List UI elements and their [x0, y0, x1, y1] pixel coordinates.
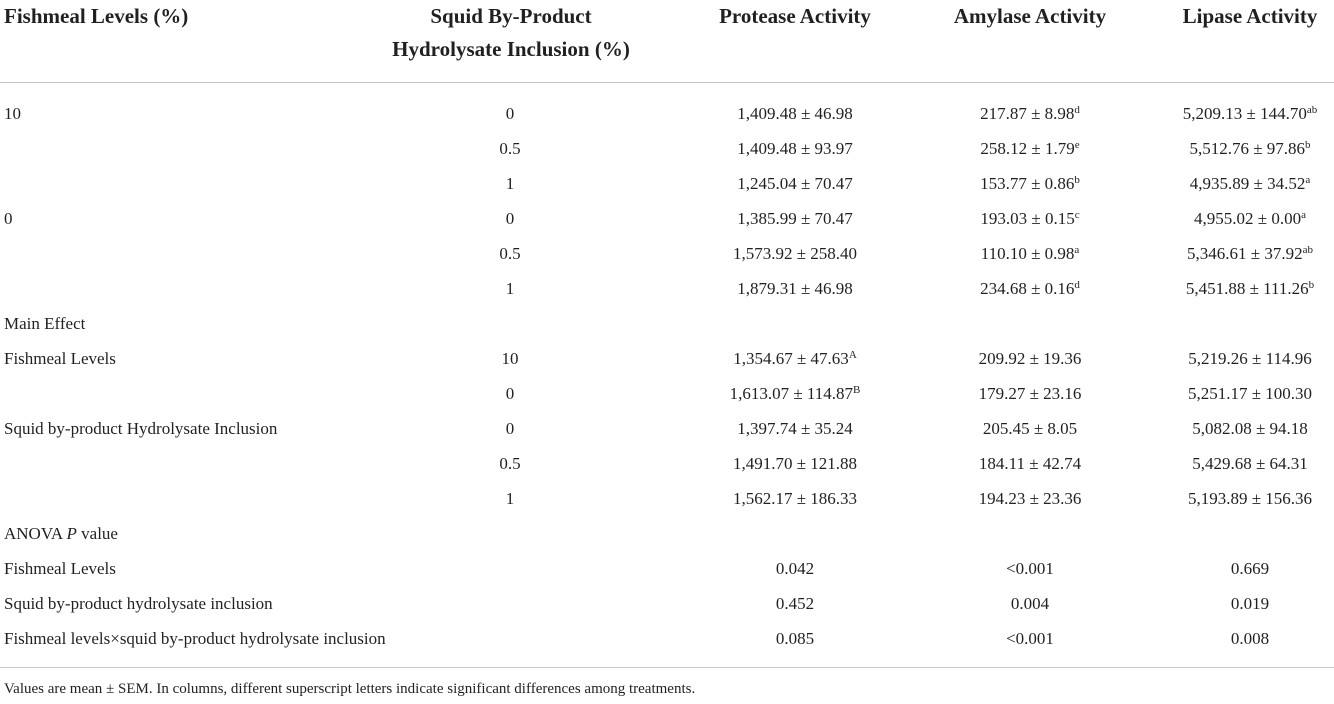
- amylase-value-text: 153.77 ± 0.86: [980, 174, 1075, 193]
- inclusion-level: [470, 481, 550, 516]
- row-label: [4, 201, 13, 236]
- protease-value: [695, 236, 895, 271]
- lipase-value: [1152, 166, 1334, 201]
- amylase-superscript: e: [1074, 139, 1080, 151]
- amylase-value: [930, 376, 1130, 411]
- inclusion-level-text: 10: [501, 349, 519, 368]
- inclusion-level: [470, 411, 550, 446]
- lipase-superscript: ab: [1306, 104, 1318, 116]
- row-label-text: Fishmeal Levels: [4, 559, 116, 578]
- amylase-value-text: <0.001: [1006, 629, 1054, 648]
- inclusion-level-text: 0: [505, 384, 515, 403]
- table-row: [0, 481, 1334, 516]
- lipase-value: [1152, 586, 1334, 621]
- lipase-value-text: 5,209.13 ± 144.70: [1182, 104, 1307, 123]
- table-row: [0, 166, 1334, 201]
- amylase-value: [930, 586, 1130, 621]
- amylase-value: [930, 411, 1130, 446]
- table-row: [0, 586, 1334, 621]
- lipase-value: [1152, 96, 1334, 131]
- inclusion-level: [470, 236, 550, 271]
- inclusion-level-text: 0.5: [499, 454, 521, 473]
- protease-superscript: B: [853, 384, 861, 396]
- row-label-text: Fishmeal levels×squid by-product hydrolysate inclusion: [4, 629, 386, 648]
- lipase-value-text: 5,251.17 ± 100.30: [1187, 384, 1313, 403]
- protease-value: [695, 411, 895, 446]
- table-row: [0, 446, 1334, 481]
- amylase-value-text: 205.45 ± 8.05: [982, 419, 1078, 438]
- lipase-value-text: 5,451.88 ± 111.26: [1185, 279, 1309, 298]
- amylase-value-text: 184.11 ± 42.74: [978, 454, 1082, 473]
- inclusion-level: [470, 341, 550, 376]
- protease-value-text: 1,409.48 ± 93.97: [737, 139, 853, 158]
- protease-value: [695, 586, 895, 621]
- inclusion-level-text: 1: [505, 489, 515, 508]
- lipase-value: [1152, 481, 1334, 516]
- table-row: [0, 621, 1334, 656]
- amylase-superscript: a: [1074, 244, 1080, 256]
- amylase-superscript: b: [1074, 174, 1080, 186]
- amylase-value-text: 217.87 ± 8.98: [980, 104, 1075, 123]
- inclusion-level-text: 0: [505, 209, 515, 228]
- protease-value-text: 0.042: [775, 559, 815, 578]
- lipase-value: [1152, 236, 1334, 271]
- header-squid-inclusion-line2: Hydrolysate Inclusion (%): [392, 37, 630, 61]
- protease-value-text: 1,879.31 ± 46.98: [737, 279, 853, 298]
- protease-superscript: A: [848, 349, 857, 361]
- lipase-value-text: 5,219.26 ± 114.96: [1188, 349, 1312, 368]
- protease-value-text: 1,385.99 ± 70.47: [737, 209, 853, 228]
- table-row: [0, 236, 1334, 271]
- protease-value-text: 0.085: [775, 629, 815, 648]
- amylase-value: [930, 341, 1130, 376]
- row-label: [4, 341, 116, 376]
- header-amylase: Amylase Activity: [953, 4, 1107, 28]
- amylase-value-text: 0.004: [1010, 594, 1050, 613]
- protease-value: [695, 621, 895, 656]
- protease-value-text: 1,613.07 ± 114.87: [729, 384, 854, 403]
- row-label: [4, 551, 116, 586]
- table-row: [0, 411, 1334, 446]
- row-label: [4, 96, 21, 131]
- lipase-value-text: 5,512.76 ± 97.86: [1189, 139, 1306, 158]
- lipase-value: [1152, 201, 1334, 236]
- amylase-superscript: d: [1074, 279, 1080, 291]
- table-footnote: Values are mean ± SEM. In columns, different superscript letters indicate significant differences among treatments.: [4, 681, 696, 697]
- protease-value-text: 1,562.17 ± 186.33: [732, 489, 858, 508]
- inclusion-level: [470, 131, 550, 166]
- inclusion-level-text: 0: [505, 104, 515, 123]
- lipase-value: [1152, 376, 1334, 411]
- amylase-value: [930, 551, 1130, 586]
- lipase-value-text: 5,429.68 ± 64.31: [1192, 454, 1308, 473]
- header-divider: [0, 82, 1334, 83]
- header-protease: Protease Activity: [719, 4, 871, 28]
- amylase-value: [930, 236, 1130, 271]
- protease-value: [695, 376, 895, 411]
- protease-value: [695, 446, 895, 481]
- lipase-value-text: 0.008: [1230, 629, 1270, 648]
- table-row: [0, 96, 1334, 131]
- protease-value-text: 1,409.48 ± 46.98: [737, 104, 853, 123]
- amylase-value-text: 179.27 ± 23.16: [978, 384, 1082, 403]
- lipase-value-text: 4,955.02 ± 0.00: [1194, 209, 1302, 228]
- row-label: [4, 586, 273, 621]
- lipase-value-text: 5,193.89 ± 156.36: [1187, 489, 1313, 508]
- inclusion-level: [470, 271, 550, 306]
- lipase-superscript: a: [1305, 174, 1311, 186]
- lipase-value: [1152, 131, 1334, 166]
- row-label-text: Squid by-product hydrolysate inclusion: [4, 594, 273, 613]
- inclusion-level-text: 1: [505, 174, 515, 193]
- lipase-value-text: 5,082.08 ± 94.18: [1192, 419, 1308, 438]
- header-fishmeal-levels: Fishmeal Levels (%): [4, 4, 189, 28]
- footer-divider: [0, 667, 1334, 668]
- header-squid-inclusion: [370, 0, 652, 66]
- protease-value: [695, 551, 895, 586]
- row-label-text: 10: [4, 104, 21, 123]
- header-squid-inclusion-line1: Squid By-Product: [430, 4, 592, 28]
- amylase-value: [930, 446, 1130, 481]
- table-row: [0, 341, 1334, 376]
- protease-value: [695, 201, 895, 236]
- table-row: [0, 516, 1334, 551]
- protease-value-text: 1,573.92 ± 258.40: [732, 244, 858, 263]
- amylase-value: [930, 166, 1130, 201]
- protease-value: [695, 96, 895, 131]
- row-label: ANOVA P value: [4, 524, 118, 543]
- protease-value-text: 0.452: [775, 594, 815, 613]
- amylase-value: [930, 201, 1130, 236]
- lipase-superscript: b: [1308, 279, 1315, 291]
- inclusion-level-text: 0.5: [499, 244, 521, 263]
- lipase-value-text: 5,346.61 ± 37.92: [1187, 244, 1303, 263]
- amylase-superscript: c: [1074, 209, 1080, 221]
- row-label-text: 0: [4, 209, 13, 228]
- amylase-superscript: d: [1074, 104, 1080, 116]
- lipase-value: [1152, 551, 1334, 586]
- inclusion-level: [470, 166, 550, 201]
- header-lipase: Lipase Activity: [1182, 4, 1318, 28]
- lipase-superscript: b: [1305, 139, 1311, 151]
- lipase-value-text: 0.669: [1230, 559, 1270, 578]
- amylase-value-text: 209.92 ± 19.36: [978, 349, 1082, 368]
- lipase-superscript: a: [1301, 209, 1306, 221]
- protease-value: [695, 341, 895, 376]
- row-label-text: Main Effect: [4, 314, 86, 333]
- row-label: [4, 306, 85, 341]
- amylase-value-text: <0.001: [1006, 559, 1054, 578]
- amylase-value-text: 110.10 ± 0.98: [980, 244, 1075, 263]
- row-label-text: Fishmeal Levels: [4, 349, 116, 368]
- amylase-value: [930, 481, 1130, 516]
- inclusion-level: [470, 96, 550, 131]
- amylase-value-text: 194.23 ± 23.36: [978, 489, 1082, 508]
- lipase-value: [1152, 446, 1334, 481]
- lipase-value: [1152, 411, 1334, 446]
- amylase-value-text: 258.12 ± 1.79: [980, 139, 1075, 158]
- amylase-value-text: 234.68 ± 0.16: [980, 279, 1075, 298]
- protease-value: [695, 166, 895, 201]
- protease-value-text: 1,491.70 ± 121.88: [732, 454, 858, 473]
- amylase-value: [930, 131, 1130, 166]
- protease-value-text: 1,397.74 ± 35.24: [737, 419, 853, 438]
- amylase-value-text: 193.03 ± 0.15: [980, 209, 1075, 228]
- table-row: [0, 131, 1334, 166]
- protease-value: [695, 271, 895, 306]
- table-row: [0, 551, 1334, 586]
- inclusion-level: [470, 376, 550, 411]
- inclusion-level: [470, 201, 550, 236]
- inclusion-level-text: 0.5: [499, 139, 521, 158]
- lipase-value-text: 0.019: [1230, 594, 1270, 613]
- lipase-value: [1152, 271, 1334, 306]
- lipase-superscript: ab: [1302, 244, 1313, 256]
- table-row: [0, 201, 1334, 236]
- inclusion-level-text: 0: [505, 419, 515, 438]
- amylase-value: [930, 271, 1130, 306]
- protease-value: [695, 481, 895, 516]
- table-row: [0, 376, 1334, 411]
- protease-value-text: 1,245.04 ± 70.47: [737, 174, 853, 193]
- protease-value: [695, 131, 895, 166]
- amylase-value: [930, 621, 1130, 656]
- lipase-value-text: 4,935.89 ± 34.52: [1189, 174, 1306, 193]
- lipase-value: [1152, 621, 1334, 656]
- table-row: [0, 306, 1334, 341]
- lipase-value: [1152, 341, 1334, 376]
- protease-value-text: 1,354.67 ± 47.63: [733, 349, 849, 368]
- inclusion-level: [470, 446, 550, 481]
- inclusion-level-text: 1: [505, 279, 515, 298]
- table-row: [0, 271, 1334, 306]
- row-label: [4, 411, 277, 446]
- amylase-value: [930, 96, 1130, 131]
- row-label: [4, 621, 386, 656]
- row-label-text: Squid by-product Hydrolysate Inclusion: [4, 419, 278, 438]
